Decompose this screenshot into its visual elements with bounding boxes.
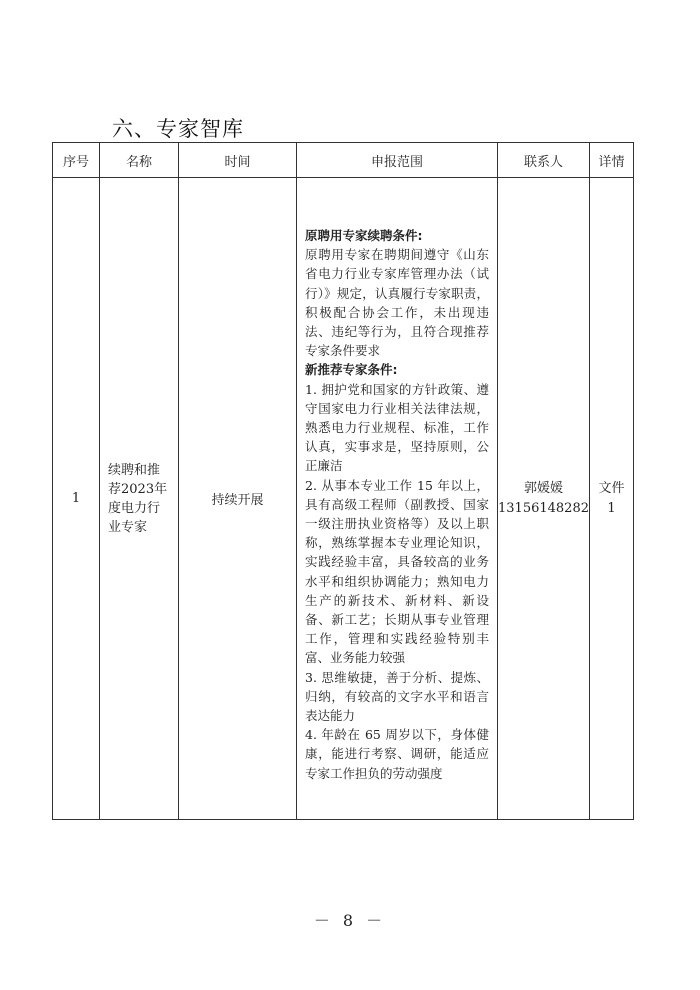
scope-condition-3: 3. 思维敏捷，善于分析、提炼、归纳，有较高的文字水平和语言表达能力 (305, 669, 489, 724)
cell-seq: 1 (53, 178, 100, 820)
table-header-row (53, 143, 634, 178)
header-time: 时间 (179, 143, 297, 178)
expert-think-tank-table (52, 142, 634, 820)
scope-heading-new: 新推荐专家条件: (305, 362, 398, 378)
table-row (53, 178, 634, 820)
cell-name: 续聘和推荐2023年度电力行业专家 (100, 178, 179, 820)
scope-condition-1: 1. 拥护党和国家的方针政策、遵守国家电力行业相关法律法规，熟悉电力行业规程、标准，工作认真，实事求是，坚持原则，公正廉洁 (305, 381, 489, 474)
scope-condition-4: 4. 年龄在 65 周岁以下，身体健康，能进行考察、调研，能适应专家工作担负的劳动强度 (305, 727, 489, 781)
header-name: 名称 (100, 143, 179, 178)
header-seq: 序号 (53, 143, 100, 178)
contact-phone: 13156148282 (498, 500, 589, 516)
header-contact: 联系人 (498, 143, 590, 178)
header-scope: 申报范围 (297, 143, 498, 178)
scope-condition-2: 2. 从事本专业工作 15 年以上，具有高级工程师（副教授、国家一级注册执业资格等）及以上职称，熟练掌握本专业理论知识，实践经验丰富，具备较高的业务水平和组织协调能力；熟知电力生产的新技术、新材料、新设备、新工艺；长期从事专业管理工作，管理和实践经验特别丰富、业务能力较强 (305, 477, 489, 666)
cell-scope (297, 178, 498, 820)
cell-time: 持续开展 (179, 178, 297, 820)
header-detail: 详情 (590, 143, 634, 178)
detail-file-label[interactable]: 文件 (598, 480, 625, 496)
scope-heading-renewal: 原聘用专家续聘条件: (305, 228, 423, 243)
cell-contact (498, 178, 590, 820)
cell-detail[interactable] (590, 178, 634, 820)
detail-file-number[interactable]: 1 (607, 500, 616, 516)
scope-renewal-conditions: 原聘用专家在聘期间遵守《山东省电力行业专家库管理办法（试行）》规定，认真履行专家职责，积极配合协会工作，未出现违法、违纪等行为，且符合现推荐专家条件要求 (305, 247, 489, 359)
scope-content (305, 188, 489, 783)
section-title: 六、专家智库 (112, 117, 244, 141)
page-number: － 8 － (313, 911, 387, 930)
contact-name: 郭媛媛 (523, 480, 563, 496)
